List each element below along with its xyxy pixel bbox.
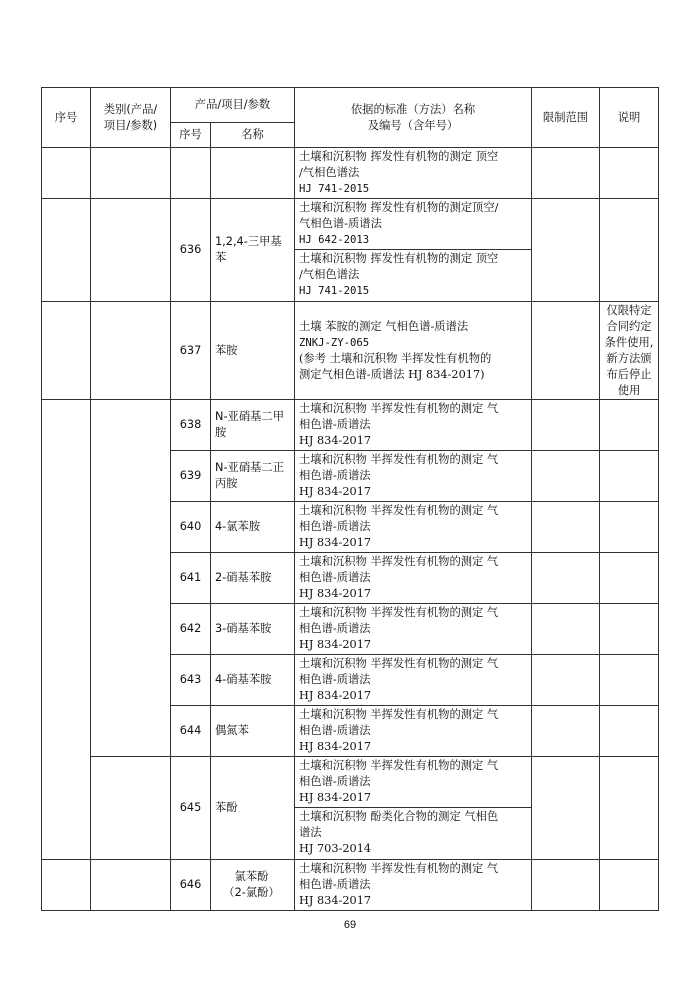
standard-line: 测定气相色谱-质谱法 HJ 834-2017)	[299, 367, 485, 381]
standard-line: 土壤和沉积物 半挥发性有机物的测定 气	[299, 606, 499, 619]
name-line: 1,2,4-三甲基	[215, 235, 282, 248]
standard-line: 土壤和沉积物 半挥发性有机物的测定 气	[299, 862, 499, 875]
standard-code: HJ 834-2017	[299, 587, 372, 600]
header-standard-line: 依据的标准（方法）名称	[350, 102, 476, 116]
cell-limit	[532, 302, 600, 400]
standard-line: 相色谱-质谱法	[299, 469, 371, 482]
cell-name	[211, 655, 295, 706]
name-line: 偶氮苯	[215, 724, 249, 737]
cell-seq	[42, 860, 91, 911]
cell-standard	[295, 199, 532, 250]
cell-standard	[295, 250, 532, 302]
name-line: 苯胺	[215, 343, 238, 357]
header-category	[91, 88, 171, 148]
header-category-line: 项目/参数)	[103, 118, 158, 132]
standard-code: HJ 741-2015	[299, 285, 370, 297]
cell-note	[600, 860, 659, 911]
name-line: （2-氯酚）	[223, 886, 280, 899]
standard-line: 土壤和沉积物 半挥发性有机物的测定 气	[299, 657, 499, 670]
cell-sub-seq: 646	[171, 860, 211, 911]
header-seq: 序号	[42, 88, 91, 148]
name-line: 苯酚	[215, 801, 238, 814]
standard-line: 谱法	[299, 826, 322, 839]
cell-limit	[532, 400, 600, 451]
cell-name	[211, 604, 295, 655]
cell-name	[211, 553, 295, 604]
standard-code: HJ 834-2017	[299, 894, 372, 907]
standard-code: ZNKJ-ZY-065	[299, 336, 370, 349]
cell-sub-seq: 637	[171, 302, 211, 400]
table-row	[42, 860, 659, 911]
cell-note	[600, 655, 659, 706]
cell-standard	[295, 706, 532, 757]
cell-limit	[532, 148, 600, 199]
standard-code: HJ 834-2017	[299, 740, 372, 753]
standard-line: 土壤 苯胺的测定 气相色谱-质谱法	[299, 319, 469, 333]
header-note: 说明	[600, 88, 659, 148]
cell-category	[91, 757, 171, 860]
standard-line: 相色谱-质谱法	[299, 724, 371, 737]
note-line: 新方法颁	[606, 351, 652, 365]
cell-name	[211, 400, 295, 451]
standard-line: 土壤和沉积物 半挥发性有机物的测定 气	[299, 708, 499, 721]
standard-line: 土壤和沉积物 挥发性有机物的测定 顶空	[299, 252, 499, 265]
name-line: 4-硝基苯胺	[215, 673, 272, 686]
standard-line: 土壤和沉积物 挥发性有机物的测定 顶空	[299, 150, 499, 163]
cell-name	[211, 148, 295, 199]
standard-line: 土壤和沉积物 半挥发性有机物的测定 气	[299, 759, 499, 772]
table-row	[42, 757, 659, 808]
standard-line: 相色谱-质谱法	[299, 878, 371, 891]
cell-name	[211, 860, 295, 911]
cell-note	[600, 302, 659, 400]
standard-code: HJ 834-2017	[299, 536, 372, 549]
cell-standard	[295, 400, 532, 451]
cell-sub-seq	[171, 148, 211, 199]
cell-sub-seq: 644	[171, 706, 211, 757]
cell-limit	[532, 451, 600, 502]
cell-limit	[532, 199, 600, 302]
name-line: 2-硝基苯胺	[215, 571, 272, 584]
header-limit: 限制范围	[532, 88, 600, 148]
cell-seq	[42, 302, 91, 400]
standard-line: 土壤和沉积物 挥发性有机物的测定顶空/	[299, 201, 499, 214]
cell-sub-seq: 645	[171, 757, 211, 860]
cell-standard	[295, 502, 532, 553]
cell-limit	[532, 706, 600, 757]
standard-line: 相色谱-质谱法	[299, 520, 371, 533]
cell-standard	[295, 302, 532, 400]
name-line: 3-硝基苯胺	[215, 622, 272, 635]
cell-name	[211, 502, 295, 553]
cell-note	[600, 451, 659, 502]
standard-code: HJ 741-2015	[299, 183, 370, 195]
cell-sub-seq: 636	[171, 199, 211, 302]
header-row	[42, 88, 659, 123]
standard-code: HJ 703-2014	[299, 842, 372, 855]
cell-limit	[532, 553, 600, 604]
cell-limit	[532, 502, 600, 553]
cell-note	[600, 502, 659, 553]
cell-standard	[295, 757, 532, 808]
standard-line: /气相色谱法	[299, 166, 360, 179]
name-line: N-亚硝基二正	[215, 461, 285, 474]
name-line: 苯	[215, 251, 227, 264]
standard-line: /气相色谱法	[299, 268, 360, 281]
standard-line: 相色谱-质谱法	[299, 418, 371, 431]
cell-seq	[42, 400, 91, 860]
header-product-group: 产品/项目/参数	[171, 88, 295, 123]
cell-seq	[42, 148, 91, 199]
cell-name	[211, 451, 295, 502]
standard-line: 土壤和沉积物 酚类化合物的测定 气相色	[299, 810, 499, 823]
cell-limit	[532, 604, 600, 655]
standard-line: 相色谱-质谱法	[299, 622, 371, 635]
cell-sub-seq: 643	[171, 655, 211, 706]
note-line: 合同约定	[606, 319, 652, 333]
cell-note	[600, 604, 659, 655]
header-standard	[295, 88, 532, 148]
cell-note	[600, 199, 659, 302]
header-standard-line: 及编号（含年号）	[367, 118, 459, 132]
cell-standard	[295, 655, 532, 706]
standard-line: 土壤和沉积物 半挥发性有机物的测定 气	[299, 504, 499, 517]
cell-limit	[532, 860, 600, 911]
standard-line: 土壤和沉积物 半挥发性有机物的测定 气	[299, 402, 499, 415]
standard-code: HJ 834-2017	[299, 791, 372, 804]
cell-note	[600, 757, 659, 860]
cell-standard	[295, 451, 532, 502]
table-row	[42, 199, 659, 250]
cell-name	[211, 199, 295, 302]
cell-standard	[295, 553, 532, 604]
cell-limit	[532, 757, 600, 860]
cell-name	[211, 302, 295, 400]
standard-line: 土壤和沉积物 半挥发性有机物的测定 气	[299, 453, 499, 466]
cell-sub-seq: 640	[171, 502, 211, 553]
cell-name	[211, 757, 295, 860]
standard-line: 相色谱-质谱法	[299, 571, 371, 584]
note-line: 条件使用,	[604, 335, 654, 349]
cell-category	[91, 302, 171, 400]
name-line: 丙胺	[215, 477, 238, 490]
cell-category	[91, 400, 171, 757]
cell-sub-seq: 638	[171, 400, 211, 451]
cell-standard	[295, 860, 532, 911]
name-line: 4-氯苯胺	[215, 520, 261, 533]
standard-code: HJ 834-2017	[299, 689, 372, 702]
page-number: 69	[343, 919, 357, 931]
cell-category	[91, 199, 171, 302]
cell-sub-seq: 642	[171, 604, 211, 655]
cell-note	[600, 706, 659, 757]
cell-standard	[295, 808, 532, 860]
standard-line: 相色谱-质谱法	[299, 775, 371, 788]
table-row	[42, 400, 659, 451]
cell-standard	[295, 604, 532, 655]
name-line: 氯苯酚	[234, 870, 269, 883]
cell-sub-seq: 641	[171, 553, 211, 604]
note-line: 使用	[617, 383, 641, 397]
header-category-line: 类别(产品/	[103, 102, 158, 116]
standard-line: (参考 土壤和沉积物 半挥发性有机物的	[299, 351, 492, 365]
standard-line: 气相色谱-质谱法	[299, 217, 382, 230]
standard-line: 相色谱-质谱法	[299, 673, 371, 686]
header-sub-seq: 序号	[171, 123, 211, 148]
name-line: 胺	[215, 426, 227, 439]
cell-seq	[42, 199, 91, 302]
cell-note	[600, 400, 659, 451]
cell-note	[600, 148, 659, 199]
cell-limit	[532, 655, 600, 706]
cell-standard	[295, 148, 532, 199]
cell-name	[211, 706, 295, 757]
table-row	[42, 148, 659, 199]
cell-note	[600, 553, 659, 604]
standard-code: HJ 834-2017	[299, 434, 372, 447]
cell-sub-seq: 639	[171, 451, 211, 502]
standard-code: HJ 642-2013	[299, 234, 370, 246]
note-line: 布后停止	[606, 367, 652, 381]
name-line: N-亚硝基二甲	[215, 410, 285, 423]
cell-category	[91, 860, 171, 911]
standard-line: 土壤和沉积物 半挥发性有机物的测定 气	[299, 555, 499, 568]
cell-category	[91, 148, 171, 199]
standard-code: HJ 834-2017	[299, 638, 372, 651]
standards-table	[41, 87, 659, 911]
standard-code: HJ 834-2017	[299, 485, 372, 498]
table-row	[42, 302, 659, 400]
note-line: 仅限特定	[606, 303, 652, 317]
header-sub-name: 名称	[211, 123, 295, 148]
